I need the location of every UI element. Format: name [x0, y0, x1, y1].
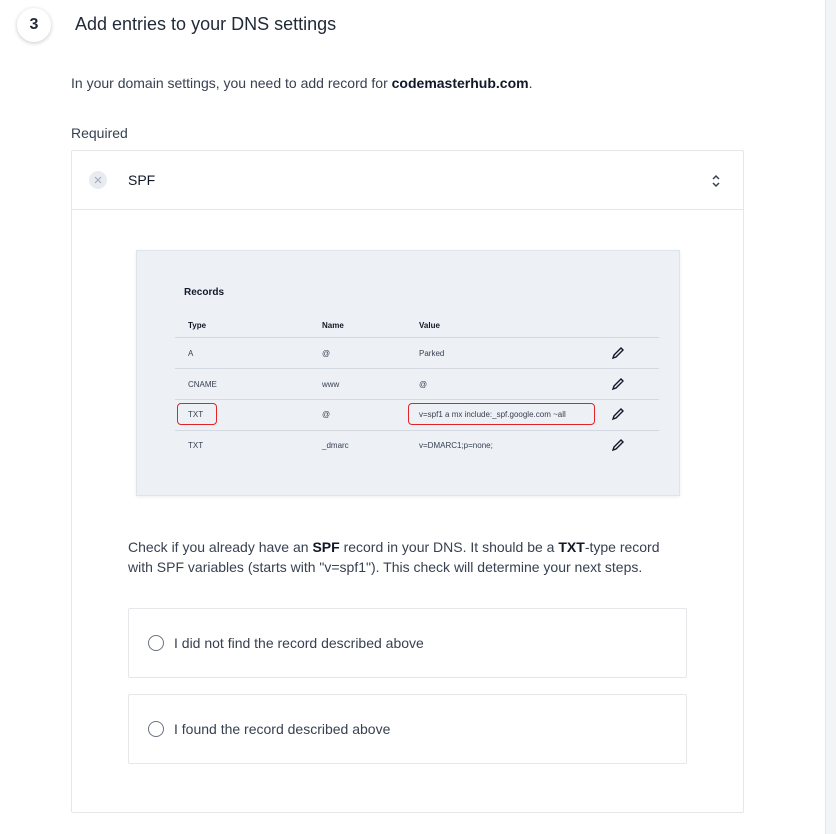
option-label: I found the record described above [174, 721, 391, 737]
check-text-part: Check if you already have an [128, 539, 313, 555]
option-found[interactable] [128, 694, 687, 764]
row-divider [175, 430, 659, 431]
intro-prefix: In your domain settings, you need to add record for [71, 75, 392, 91]
scrollbar[interactable] [825, 0, 836, 834]
row-4-type: TXT [188, 441, 204, 450]
row-1-type: A [188, 349, 194, 358]
pencil-icon [611, 407, 625, 421]
row-2-value: @ [419, 380, 428, 389]
radio-icon[interactable] [148, 635, 164, 651]
spf-card [71, 150, 744, 813]
row-divider [175, 399, 659, 400]
check-text-part: -type record with SPF variables (starts with "v=spf1"). This check will determine your next steps. [128, 539, 660, 575]
chevron-updown-icon[interactable] [710, 171, 722, 191]
row-3-name: @ [322, 410, 331, 419]
column-header-type: Type [188, 321, 207, 330]
check-text-part: record in your DNS. It should be a [339, 539, 559, 555]
records-screenshot [136, 250, 680, 496]
card-title: SPF [128, 172, 156, 188]
row-2-name: www [322, 380, 340, 389]
column-header-name: Name [322, 321, 344, 330]
close-icon [89, 171, 107, 189]
pencil-icon [611, 438, 625, 452]
domain-name: codemasterhub.com [391, 75, 529, 91]
radio-icon[interactable] [148, 721, 164, 737]
option-not-found[interactable] [128, 608, 687, 678]
row-divider [175, 337, 659, 338]
spf-card-header[interactable] [72, 151, 743, 210]
row-2-type: CNAME [188, 380, 217, 389]
intro-suffix: . [528, 75, 533, 91]
column-header-value: Value [419, 321, 440, 330]
row-4-name: _dmarc [322, 441, 349, 450]
check-text-bold-txt: TXT [558, 539, 585, 555]
row-divider [175, 368, 659, 369]
records-title: Records [184, 287, 225, 298]
pencil-icon [611, 346, 625, 360]
row-3-value: v=spf1 a mx include:_spf.google.com ~all [419, 410, 566, 419]
option-label: I did not find the record described above [174, 635, 424, 651]
step-number-badge: 3 [17, 8, 51, 42]
required-label: Required [71, 125, 128, 141]
step-title: Add entries to your DNS settings [75, 14, 337, 34]
row-3-type: TXT [188, 410, 204, 419]
row-1-value: Parked [419, 349, 445, 358]
check-text-bold-spf: SPF [312, 539, 340, 555]
row-1-name: @ [322, 349, 331, 358]
intro-text [71, 75, 532, 91]
pencil-icon [611, 377, 625, 391]
check-instructions [128, 537, 688, 577]
row-4-value: v=DMARC1;p=none; [419, 441, 493, 450]
